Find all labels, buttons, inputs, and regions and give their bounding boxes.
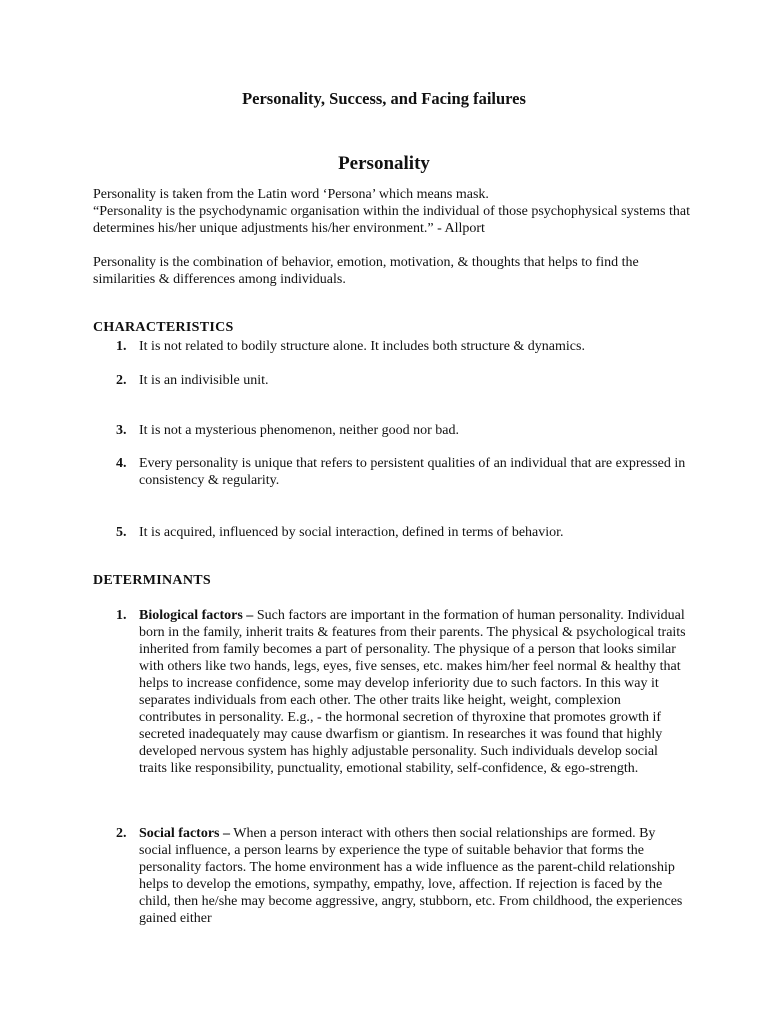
characteristic-item: [116, 372, 686, 389]
combination-paragraph: Personality is the combination of behavior, emotion, motivation, & thoughts that helps to find the similarities & differences among individuals.: [93, 255, 639, 287]
document-title: Personality, Success, and Facing failures: [242, 89, 526, 108]
section-title: Personality: [338, 153, 430, 174]
item-text: Every personality is unique that refers to persistent qualities of an individual that are expressed in consistency & regularity.: [139, 456, 686, 488]
item-number: 2.: [116, 373, 127, 388]
determinant-item: [116, 825, 686, 927]
item-body: When a person interact with others then social relationships are formed. By social influence, a person learns by experience the type of suitable behavior that forms the personality factors. The home environment has a wide influence as the parent-child relationship helps to develop the emotions, sympathy, empathy, love, affection. If rejection is faced by the child, then he/she may become aggressive, angry, stubborn, etc. From childhood, the experiences gained either: [139, 826, 683, 926]
item-body: Such factors are important in the formation of human personality. Individual born in the family, inherit traits & features from their parents. The physical & psychological traits inherited from family becomes a part of personality. The physique of a person that looks similar with others like two hands, legs, eyes, five senses, etc. makes him/her feel normal & healthy that helps to increase confidence, some may develop inferiority due to such factors. In this way it separates individuals from each other. The other traits like height, weight, complexion contributes in personality. E.g., - the hormonal secretion of thyroxine that promotes growth if secreted inadequately may cause dwarfism or giantism. In researches it was found that highly developed nervous system has highly adjustable personality. Such individuals develop social traits like responsibility, punctuality, emotional stability, self-confidence, & ego-strength.: [139, 608, 686, 776]
determinant-item: [116, 607, 686, 777]
characteristic-item: [116, 338, 686, 355]
characteristic-item: [116, 422, 686, 439]
item-number: 4.: [116, 456, 127, 471]
intro-paragraph: Personality is taken from the Latin word ‘Persona’ which means mask. “Personality is the psychodynamic organisation within the individual of those psychophysical systems that determines his/her unique adjustments his/her environment.” - Allport: [93, 187, 690, 236]
item-label: Social factors –: [139, 826, 230, 841]
item-text: It is not related to bodily structure alone. It includes both structure & dynamics.: [139, 339, 585, 354]
characteristic-item: [116, 455, 686, 489]
item-text: It is acquired, influenced by social interaction, defined in terms of behavior.: [139, 525, 564, 540]
item-label: Biological factors –: [139, 608, 254, 623]
item-number: 3.: [116, 423, 127, 438]
determinants-heading: DETERMINANTS: [93, 573, 211, 588]
item-text: It is not a mysterious phenomenon, neither good nor bad.: [139, 423, 459, 438]
item-text: It is an indivisible unit.: [139, 373, 269, 388]
item-number: 1.: [116, 339, 127, 354]
item-number: 2.: [116, 826, 127, 841]
item-text: [139, 825, 686, 927]
item-text: [139, 607, 686, 777]
item-number: 1.: [116, 608, 127, 623]
characteristics-heading: CHARACTERISTICS: [93, 320, 234, 335]
item-number: 5.: [116, 525, 127, 540]
characteristic-item: [116, 524, 686, 541]
